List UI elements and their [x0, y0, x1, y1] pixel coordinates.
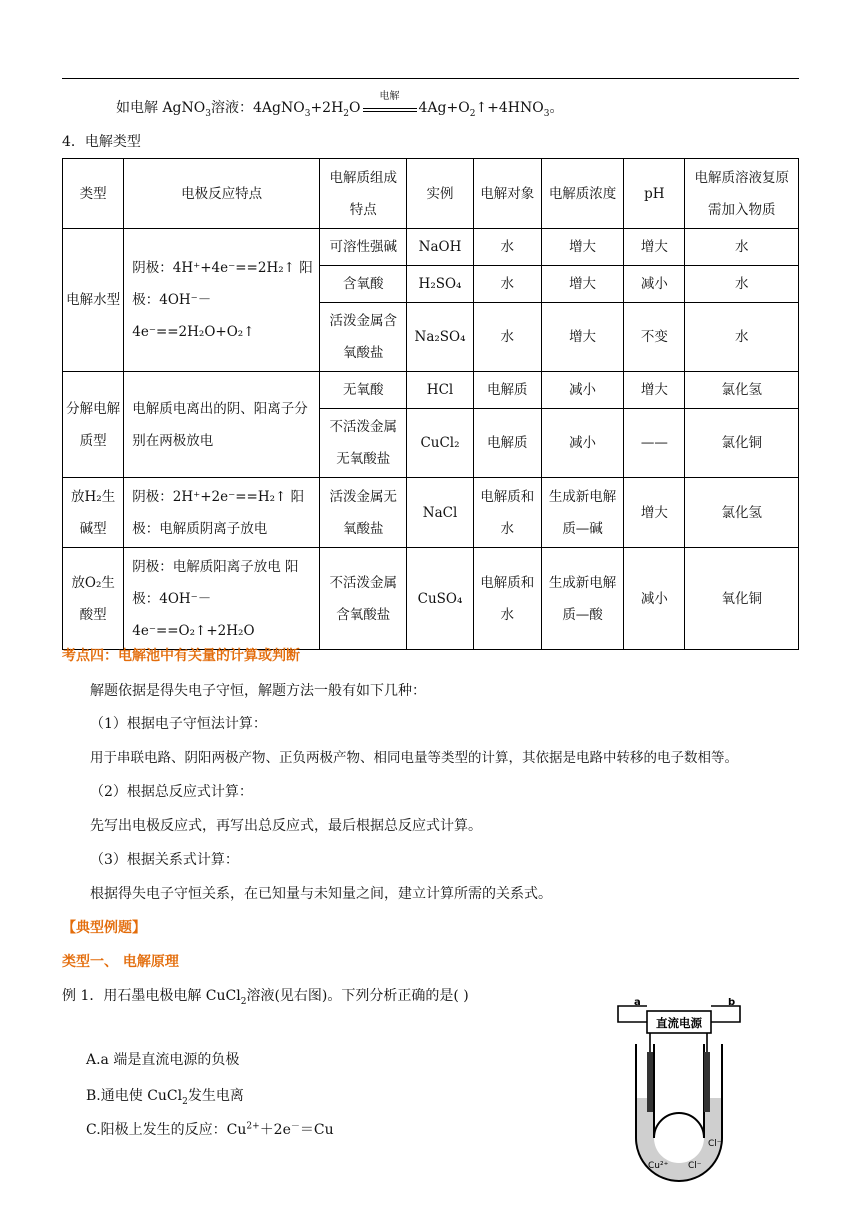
right-electrode — [704, 1052, 710, 1112]
table-cell: 电解质和水 — [473, 478, 541, 548]
header-cell: 类型 — [63, 159, 124, 229]
table-cell: 水 — [473, 229, 541, 266]
table-cell: 生成新电解质—酸 — [541, 548, 623, 650]
header-cell: 实例 — [407, 159, 473, 229]
method2-text: 先写出电极反应式，再写出总反应式，最后根据总反应式计算。 — [90, 818, 482, 834]
table-row — [63, 478, 799, 548]
method1-title: （1）根据电子守恒法计算： — [90, 716, 267, 732]
table-cell: 增大 — [624, 372, 685, 409]
method3-text: 根据得失电子守恒关系，在已知量与未知量之间，建立计算所需的关系式。 — [90, 886, 552, 902]
table-cell: 无氧酸 — [320, 372, 407, 409]
ion-label: Cl⁻ — [688, 1161, 702, 1171]
table-cell: 减小 — [541, 409, 623, 478]
table-cell: 活泼金属含氧酸盐 — [320, 303, 407, 372]
example-equation: 如电解 AgNO$_3$溶液：$4AgNO_3+2H_2O$ 电解 $4Ag+O_2↑+4HNO_3$。 — [116, 91, 564, 119]
table-cell: —— — [624, 409, 685, 478]
ion-label: Cu²⁺ — [648, 1161, 669, 1171]
table-cell: 增大 — [541, 266, 623, 303]
electrolysis-u-tube-figure — [610, 998, 750, 1188]
header-cell: 电解质组成特点 — [320, 159, 407, 229]
table-cell: CuCl₂ — [407, 409, 473, 478]
table-cell: H₂SO₄ — [407, 266, 473, 303]
table-cell: 减小 — [624, 548, 685, 650]
example1-stem: 例 1．用石墨电极电解 CuCl$_2$溶液(见右图)。下列分析正确的是( ) — [62, 988, 469, 1007]
table-cell: 活泼金属无氧酸盐 — [320, 478, 407, 548]
header-cell: 电解对象 — [473, 159, 541, 229]
method2-title: （2）根据总反应式计算： — [90, 784, 253, 800]
feature-cell: 阴极：电解质阳离子放电 阳极：4OH⁻－4e⁻==O₂↑+2H₂O — [124, 548, 320, 650]
table-cell: 氧化铜 — [685, 548, 799, 650]
option-b: B.通电使 CuCl$_2$发生电离 — [86, 1088, 244, 1107]
kaodian4-intro: 解题依据是得失电子守恒，解题方法一般有如下几种： — [90, 683, 426, 699]
section-title: 4．电解类型 — [62, 134, 141, 150]
header-rule — [62, 78, 799, 79]
table-cell: 可溶性强碱 — [320, 229, 407, 266]
feature-cell: 电解质电离出的阴、阳离子分别在两极放电 — [124, 372, 320, 478]
table-row — [63, 548, 799, 650]
type-cell: 电解水型 — [63, 229, 124, 372]
table-row — [63, 372, 799, 409]
table-cell: 水 — [685, 229, 799, 266]
header-cell: 电解质浓度 — [541, 159, 623, 229]
table-cell: 增大 — [624, 478, 685, 548]
table-cell: 氯化氢 — [685, 478, 799, 548]
type-cell: 放H₂生碱型 — [63, 478, 124, 548]
table-cell: 氯化铜 — [685, 409, 799, 478]
reaction-arrow: 电解 — [361, 100, 419, 116]
option-c: C.阳极上发生的反应：$Cu^{2+}+2e^-=Cu$ — [86, 1121, 334, 1138]
table-cell: 水 — [685, 303, 799, 372]
table-header-row — [63, 159, 799, 229]
table-cell: 生成新电解质—碱 — [541, 478, 623, 548]
table-cell: 电解质 — [473, 409, 541, 478]
table-cell: CuSO₄ — [407, 548, 473, 650]
type1-heading: 类型一、 电解原理 — [62, 954, 179, 970]
table-cell: 水 — [473, 266, 541, 303]
type-cell: 分解电解质型 — [63, 372, 124, 478]
label-a: a — [634, 998, 641, 1008]
table-cell: NaCl — [407, 478, 473, 548]
option-a: A.a 端是直流电源的负极 — [86, 1052, 240, 1068]
feature-cell: 阴极：4H⁺+4e⁻==2H₂↑ 阳极：4OH⁻－4e⁻==2H₂O+O₂↑ — [124, 229, 320, 372]
table-cell: 不变 — [624, 303, 685, 372]
table-cell: 减小 — [541, 372, 623, 409]
type-cell: 放O₂生酸型 — [63, 548, 124, 650]
table-cell: 减小 — [624, 266, 685, 303]
table-cell: 增大 — [541, 303, 623, 372]
method3-title: （3）根据关系式计算： — [90, 852, 239, 868]
table-cell: 水 — [473, 303, 541, 372]
table-cell: 水 — [685, 266, 799, 303]
table-cell: 氯化氢 — [685, 372, 799, 409]
label-b: b — [728, 998, 736, 1008]
table-cell: Na₂SO₄ — [407, 303, 473, 372]
header-cell: 电解质溶液复原需加入物质 — [685, 159, 799, 229]
table-row — [63, 229, 799, 266]
table-cell: 增大 — [624, 229, 685, 266]
table-cell: HCl — [407, 372, 473, 409]
left-electrode — [647, 1052, 653, 1112]
table-cell: 不活泼金属含氧酸盐 — [320, 548, 407, 650]
power-label: 直流电源 — [656, 1016, 702, 1030]
examples-heading: 【典型例题】 — [62, 920, 146, 936]
table-cell: NaOH — [407, 229, 473, 266]
method1-text: 用于串联电路、阴阳两极产物、正负两极产物、相同电量等类型的计算，其依据是电路中转移的电子数相等。 — [90, 750, 738, 766]
feature-cell: 阴极：2H⁺+2e⁻==H₂↑ 阳极：电解质阴离子放电 — [124, 478, 320, 548]
header-cell: 电极反应特点 — [124, 159, 320, 229]
header-cell: pH — [624, 159, 685, 229]
table-cell: 电解质和水 — [473, 548, 541, 650]
kaodian4-title: 考点四：电解池中有关量的计算或判断 — [62, 648, 300, 664]
electrolysis-type-table — [62, 158, 799, 650]
table-cell: 增大 — [541, 229, 623, 266]
table-cell: 电解质 — [473, 372, 541, 409]
table-cell: 含氧酸 — [320, 266, 407, 303]
ion-label: Cl⁻ — [708, 1139, 722, 1149]
table-cell: 不活泼金属无氧酸盐 — [320, 409, 407, 478]
